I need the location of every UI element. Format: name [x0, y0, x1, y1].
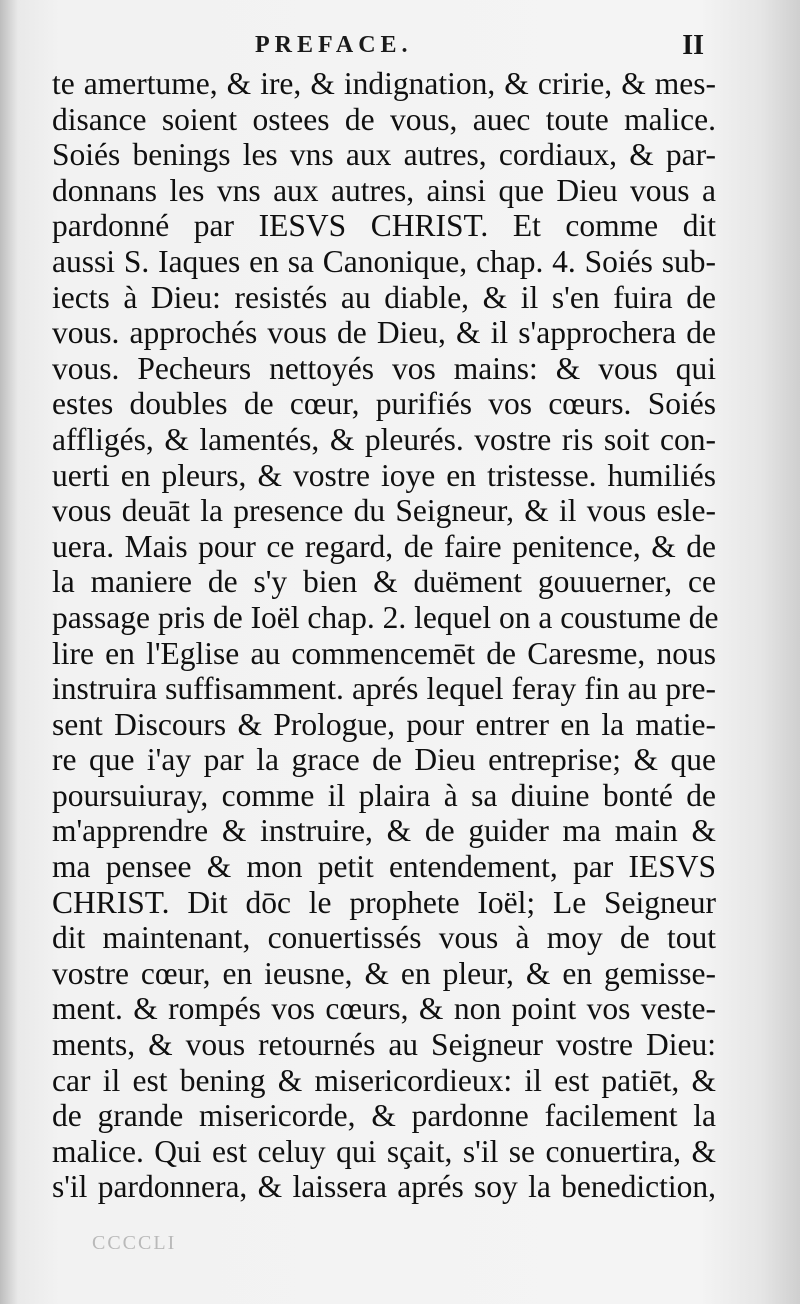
text-line: lire en l'Eglise au commencemēt de Caresme, nous [52, 635, 716, 671]
text-line: instruira suffisamment. aprés lequel feray fin au pre- [52, 671, 716, 707]
text-line: de grande misericorde, & pardonne facilement la [52, 1098, 716, 1134]
running-head [0, 28, 800, 62]
text-line: malice. Qui est celuy qui sçait, s'il se conuertira, & [52, 1133, 716, 1169]
text-line: uerti en pleurs, & vostre ioye en tristesse. humiliés [52, 457, 716, 493]
text-line: uera. Mais pour ce regard, de faire penitence, & de [52, 528, 716, 564]
text-line: iects à Dieu: resistés au diable, & il s'en fuira de [52, 279, 716, 315]
text-line: vous. Pecheurs nettoyés vos mains: & vous qui [52, 350, 716, 386]
text-line: aussi S. Iaques en sa Canonique, chap. 4. Soiés sub- [52, 243, 716, 279]
running-title: PREFACE. [255, 32, 413, 58]
text-line: te amertume, & ire, & indignation, & cririe, & mes- [52, 66, 716, 101]
catchword: CCCCLI [92, 1232, 177, 1254]
text-line: ments, & vous retournés au Seigneur vostre Dieu: [52, 1027, 716, 1063]
body-text [52, 66, 719, 1205]
text-line: donnans les vns aux autres, ainsi que Dieu vous a [52, 172, 716, 208]
text-line: m'apprendre & instruire, & de guider ma main & [52, 813, 716, 849]
folio-number: II [682, 30, 704, 61]
text-line: vous. approchés vous de Dieu, & il s'approchera de [52, 315, 716, 351]
text-line: ma pensee & mon petit entendement, par IESVS [52, 849, 716, 885]
text-line: vostre cœur, en ieusne, & en pleur, & en gemisse- [52, 955, 716, 991]
text-line: CHRIST. Dit dōc le prophete Ioël; Le Seigneur [52, 884, 716, 920]
text-line: poursuiuray, comme il plaira à sa diuine bonté de [52, 777, 716, 813]
text-line: s'il pardonnera, & laissera aprés soy la benediction, [52, 1169, 716, 1205]
text-line: re que i'ay par la grace de Dieu entreprise; & que [52, 742, 716, 778]
text-line: car il est bening & misericordieux: il est patiēt, & [52, 1062, 716, 1098]
text-line: la maniere de s'y bien & duëment gouuerner, ce [52, 564, 716, 600]
text-line: affligés, & lamentés, & pleurés. vostre ris soit con- [52, 421, 716, 457]
text-line: pardonné par IESVS CHRIST. Et comme dit [52, 208, 716, 244]
text-line: sent Discours & Prologue, pour entrer en la matie- [52, 706, 716, 742]
text-line: vous deuāt la presence du Seigneur, & il vous esle- [52, 493, 716, 529]
text-line: estes doubles de cœur, purifiés vos cœurs. Soiés [52, 386, 716, 422]
text-line: disance soient ostees de vous, auec toute malice. [52, 101, 716, 137]
text-line: Soiés benings les vns aux autres, cordiaux, & par- [52, 137, 716, 173]
text-line: ment. & rompés vos cœurs, & non point vos veste- [52, 991, 716, 1027]
text-line: passage pris de Ioël chap. 2. lequel on a coustume de [52, 599, 719, 635]
text-line: dit maintenant, conuertissés vous à moy de tout [52, 920, 716, 956]
